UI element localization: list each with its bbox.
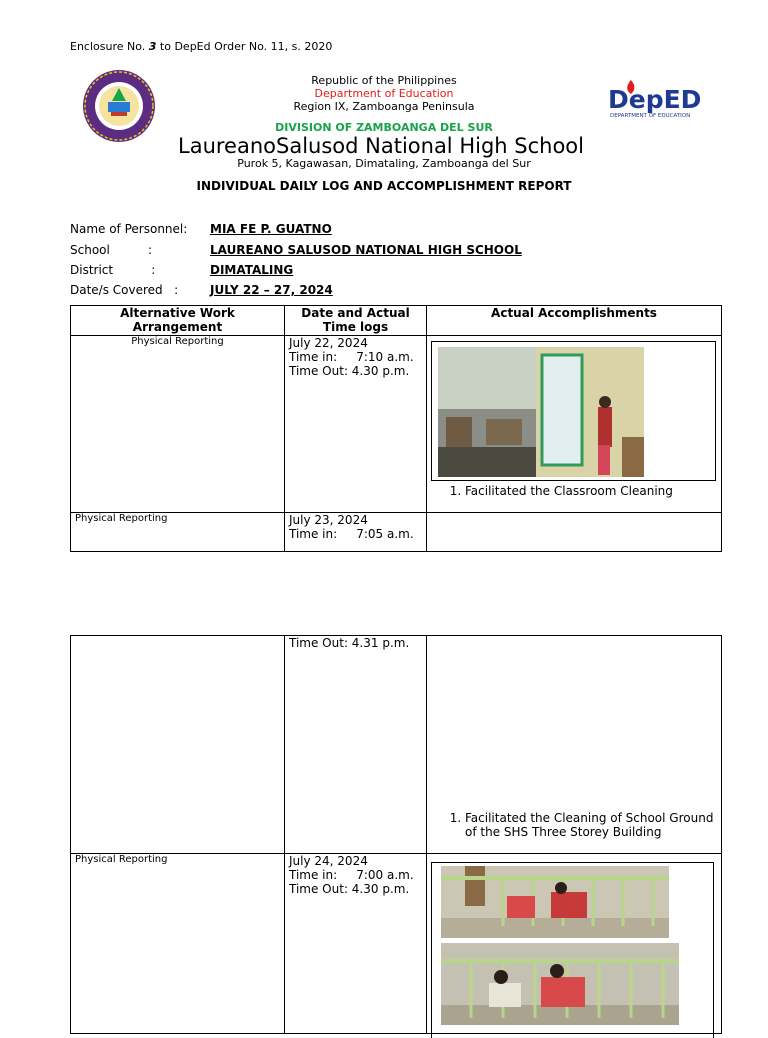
date-cell: July 24, 2024 Time in: 7:00 a.m. Time Out: 4.30 p.m. xyxy=(285,854,427,1034)
accomplishment-cell xyxy=(427,336,722,513)
date-cell: July 22, 2024 Time in: 7:10 a.m. Time Out: 4.30 p.m. xyxy=(285,336,427,513)
enclosure-note: Enclosure No. 3 to DepEd Order No. 11, s. 2020 xyxy=(70,40,333,53)
date-cell: July 23, 2024 Time in: 7:05 a.m. xyxy=(285,513,427,552)
list-item: 1. Facilitated the Classroom Cleaning xyxy=(465,484,673,498)
deped-logo-text: DepED xyxy=(608,85,702,114)
division-line: DIVISION OF ZAMBOANGA DEL SUR xyxy=(275,121,493,134)
ground-cleaning-photo-2 xyxy=(441,943,679,1025)
photo-frame xyxy=(431,862,714,1038)
arrangement-cell: Physical Reporting xyxy=(71,854,285,1034)
personnel-name: MIA FE P. GUATNO xyxy=(210,222,332,236)
accomplishment-list xyxy=(427,811,721,839)
department-line: Department of Education xyxy=(314,87,454,100)
accomplishment-cell xyxy=(427,854,722,1034)
table-row xyxy=(71,336,722,513)
log-table-page1 xyxy=(70,305,722,552)
school-address: Purok 5, Kagawasan, Dimataling, Zamboanga del Sur xyxy=(237,157,531,170)
deped-logo-icon xyxy=(606,76,702,120)
log-table-page2 xyxy=(70,635,722,1034)
accomplishment-cell xyxy=(427,513,722,552)
arrangement-cell: Physical Reporting xyxy=(71,336,285,513)
ground-cleaning-photo-1 xyxy=(441,866,669,938)
classroom-cleaning-photo xyxy=(438,347,644,477)
district-value: DIMATALING xyxy=(210,263,294,277)
accomplishment-list xyxy=(427,484,673,498)
region-line: Region IX, Zamboanga Peninsula xyxy=(293,100,475,113)
table-row xyxy=(71,854,722,1034)
accomplishment-cell xyxy=(427,636,722,854)
school-value: LAUREANO SALUSOD NATIONAL HIGH SCHOOL xyxy=(210,243,522,257)
date-cell: Time Out: 4.31 p.m. xyxy=(285,636,427,854)
republic-line: Republic of the Philippines xyxy=(311,74,457,87)
col-header-accomplishments: Actual Accomplishments xyxy=(427,306,722,336)
arrangement-cell xyxy=(71,636,285,854)
table-row xyxy=(71,636,722,854)
col-header-date: Date and Actual Time logs xyxy=(285,306,427,336)
school-name: LaureanoSalusod National High School xyxy=(178,134,584,158)
dates-value: JULY 22 – 27, 2024 xyxy=(210,283,333,297)
deped-logo-subtext: DEPARTMENT OF EDUCATION xyxy=(610,113,691,119)
report-title: INDIVIDUAL DAILY LOG AND ACCOMPLISHMENT REPORT xyxy=(196,179,572,193)
table-row xyxy=(71,513,722,552)
list-item: 1. Facilitated the Cleaning of School Ground of the SHS Three Storey Building xyxy=(465,811,715,839)
photo-frame xyxy=(431,341,716,481)
col-header-arrangement: Alternative Work Arrangement xyxy=(71,306,285,336)
arrangement-cell: Physical Reporting xyxy=(71,513,285,552)
